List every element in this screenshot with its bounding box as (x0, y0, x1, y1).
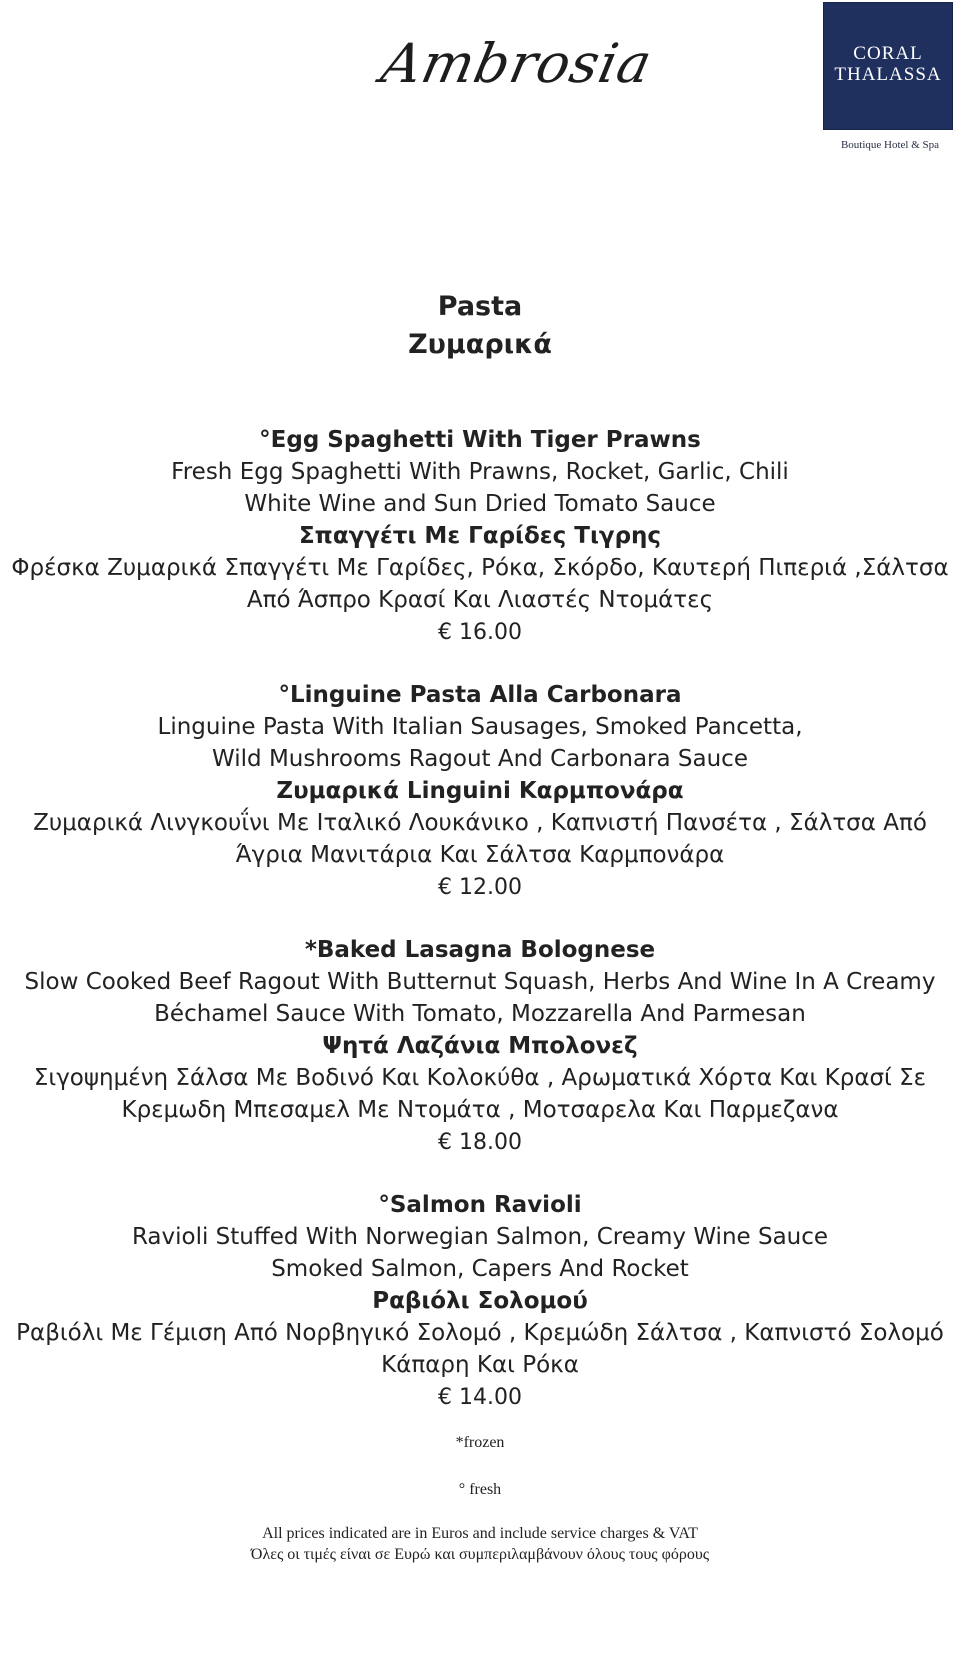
logo-script-text: Ambrosia (376, 32, 658, 95)
dish-description-en: Fresh Egg Spaghetti With Prawns, Rocket, Garlic, Chili (171, 459, 789, 485)
dish-description-en: White Wine and Sun Dried Tomato Sauce (244, 491, 716, 517)
dish-name-en: °Egg Spaghetti With Tiger Prawns (259, 427, 701, 453)
dish-name-en: *Baked Lasagna Bolognese (304, 937, 656, 963)
hotel-name-line2: THALASSA (834, 64, 942, 85)
dish-name-en: °Linguine Pasta Alla Carbonara (278, 682, 682, 708)
dish-description-en: Slow Cooked Beef Ragout With Butternut Squash, Herbs And Wine In A Creamy (24, 969, 936, 995)
dish-description-gr: Από Άσπρο Κρασί Και Λιαστές Ντομάτες (246, 587, 714, 613)
hotel-tagline: Boutique Hotel & Spa (840, 139, 940, 151)
hotel-name-line1: CORAL (853, 43, 923, 64)
dish-description-en: Smoked Salmon, Capers And Rocket (271, 1256, 689, 1282)
dish-description-gr: Ραβιόλι Με Γέμιση Από Νορβηγικό Σολομό , Κρεμώδη Σάλτσα , Καπνιστό Σολομό (16, 1320, 944, 1346)
dish-description-en: Béchamel Sauce With Tomato, Mozzarella And Parmesan (154, 1001, 806, 1027)
note-frozen: *frozen (455, 1434, 505, 1451)
dish-price: € 16.00 (438, 620, 522, 645)
section-title-gr: Ζυμαρικά (408, 329, 552, 360)
dish-description-en: Ravioli Stuffed With Norwegian Salmon, Creamy Wine Sauce (131, 1224, 829, 1250)
dish-name-gr: Σπαγγέτι Με Γαρίδες Τιγρης (298, 523, 662, 549)
dish-description-gr: Ζυμαρικά Λινγκουΐνι Με Ιταλικό Λουκάνικο , Καπνιστή Πανσέτα , Σάλτσα Από (33, 810, 927, 836)
dish-description-en: Wild Mushrooms Ragout And Carbonara Sauce (212, 746, 748, 772)
dish-description-gr: Κάπαρη Και Ρόκα (381, 1352, 579, 1378)
dish-name-gr: Ραβιόλι Σολομού (372, 1288, 588, 1314)
dish-description-en: Linguine Pasta With Italian Sausages, Smoked Pancetta, (157, 714, 803, 740)
dish-name-gr: Ζυμαρικά Linguini Καρμπονάρα (276, 778, 684, 804)
dish-name-en: °Salmon Ravioli (378, 1192, 582, 1218)
dish-name-gr: Ψητά Λαζάνια Μπολονεζ (322, 1033, 638, 1059)
dish-description-gr: Φρέσκα Ζυμαρικά Σπαγγέτι Με Γαρίδες, Ρόκα, Σκόρδο, Καυτερή Πιπεριά ,Σάλτσα (11, 555, 949, 581)
dish-description-gr: Άγρια Μανιτάρια Και Σάλτσα Καρμπονάρα (235, 842, 725, 868)
dish-description-gr: Σιγοψημένη Σάλσα Με Βοδινό Και Κολοκύθα , Αρωματικά Χόρτα Και Κρασί Σε (33, 1065, 927, 1091)
note-fresh: ° fresh (458, 1481, 502, 1498)
dish-price: € 14.00 (438, 1385, 522, 1410)
dish-price: € 18.00 (438, 1130, 522, 1155)
dish-description-gr: Κρεμωδη Μπεσαμελ Με Ντομάτα , Μοτσαρελα Και Παρμεζανα (121, 1097, 839, 1123)
section-title-en: Pasta (437, 291, 523, 322)
ambrosia-logo (352, 14, 682, 104)
hotel-logo-box (823, 2, 953, 130)
footer-en: All prices indicated are in Euros and include service charges & VAT (262, 1525, 698, 1542)
dish-price: € 12.00 (438, 875, 522, 900)
footer-gr: Όλες οι τιμές είναι σε Ευρώ και συμπεριλαμβάνουν όλους τους φόρους (250, 1546, 710, 1563)
hotel-logo (820, 2, 960, 157)
